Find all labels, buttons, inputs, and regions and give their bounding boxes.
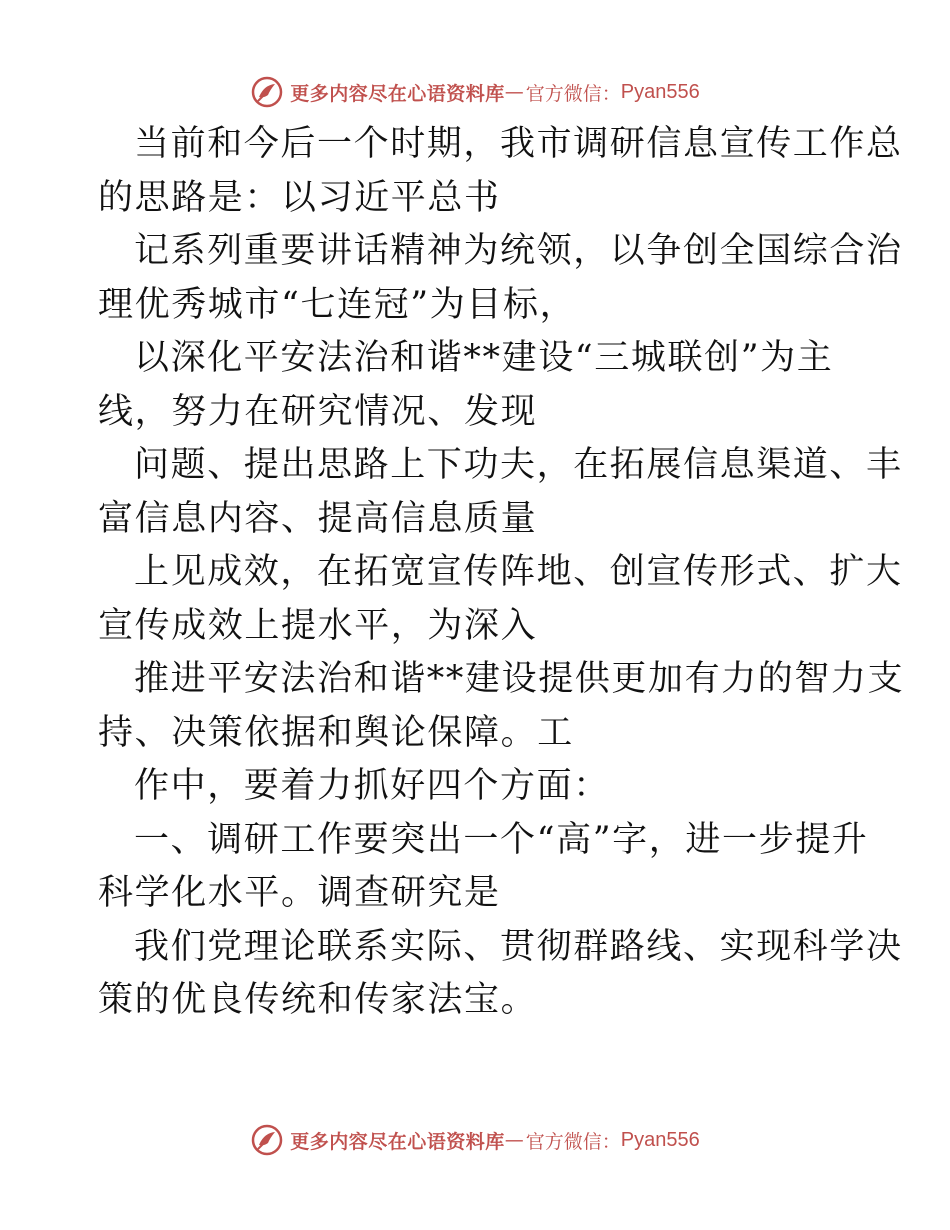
text-line: 上见成效，在拓宽宣传阵地、创宣传形式、扩大 (134, 552, 903, 592)
text-line: 线，努力在研究情况、发现 (98, 391, 538, 432)
banner-wechat-id: Pyan556 (620, 1128, 700, 1151)
text-line: 一、调研工作要突出一个“高”字，进一步提升 (134, 819, 869, 860)
banner-wechat-label: 官方微信： (525, 82, 621, 105)
document-body (98, 118, 905, 1028)
text-line: 的思路是：以习近平总书 (98, 177, 501, 218)
text-line: 宣传成效上提水平，为深入 (98, 605, 538, 646)
banner-text: 更多内容尽在心语资料库 (290, 1130, 505, 1153)
banner-dash: — (504, 1129, 524, 1151)
banner-wechat-label: 官方微信： (525, 1130, 621, 1153)
text-line: 策的优良传统和传家法宝。 (98, 980, 538, 1020)
banner-wechat-id: Pyan556 (620, 80, 700, 103)
text-line: 科学化水平。调查研究是 (98, 873, 501, 913)
text-line: 作中，要着力抓好四个方面： (134, 766, 610, 806)
text-line: 我们党理论联系实际、贯彻群路线、实现科学决 (134, 926, 903, 967)
text-line: 问题、提出思路上下功夫，在拓展信息渠道、丰 (134, 445, 903, 485)
text-line: 记系列重要讲话精神为统领，以争创全国综合治 (134, 231, 903, 271)
banner-dash: — (504, 81, 524, 103)
text-line: 以深化平安法治和谐**建设“三城联创”为主 (134, 338, 834, 378)
footer-banner (0, 1120, 950, 1160)
text-line: 推进平安法治和谐**建设提供更加有力的智力支 (134, 659, 905, 699)
logo-icon (250, 1123, 284, 1157)
banner-text: 更多内容尽在心语资料库 (290, 82, 505, 105)
text-line: 理优秀城市“七连冠”为目标， (98, 284, 577, 325)
logo-icon (250, 75, 284, 109)
text-line: 富信息内容、提高信息质量 (98, 498, 538, 539)
text-line: 当前和今后一个时期，我市调研信息宣传工作总 (134, 124, 903, 164)
text-line: 持、决策依据和舆论保障。工 (98, 712, 574, 753)
header-banner (0, 72, 950, 112)
